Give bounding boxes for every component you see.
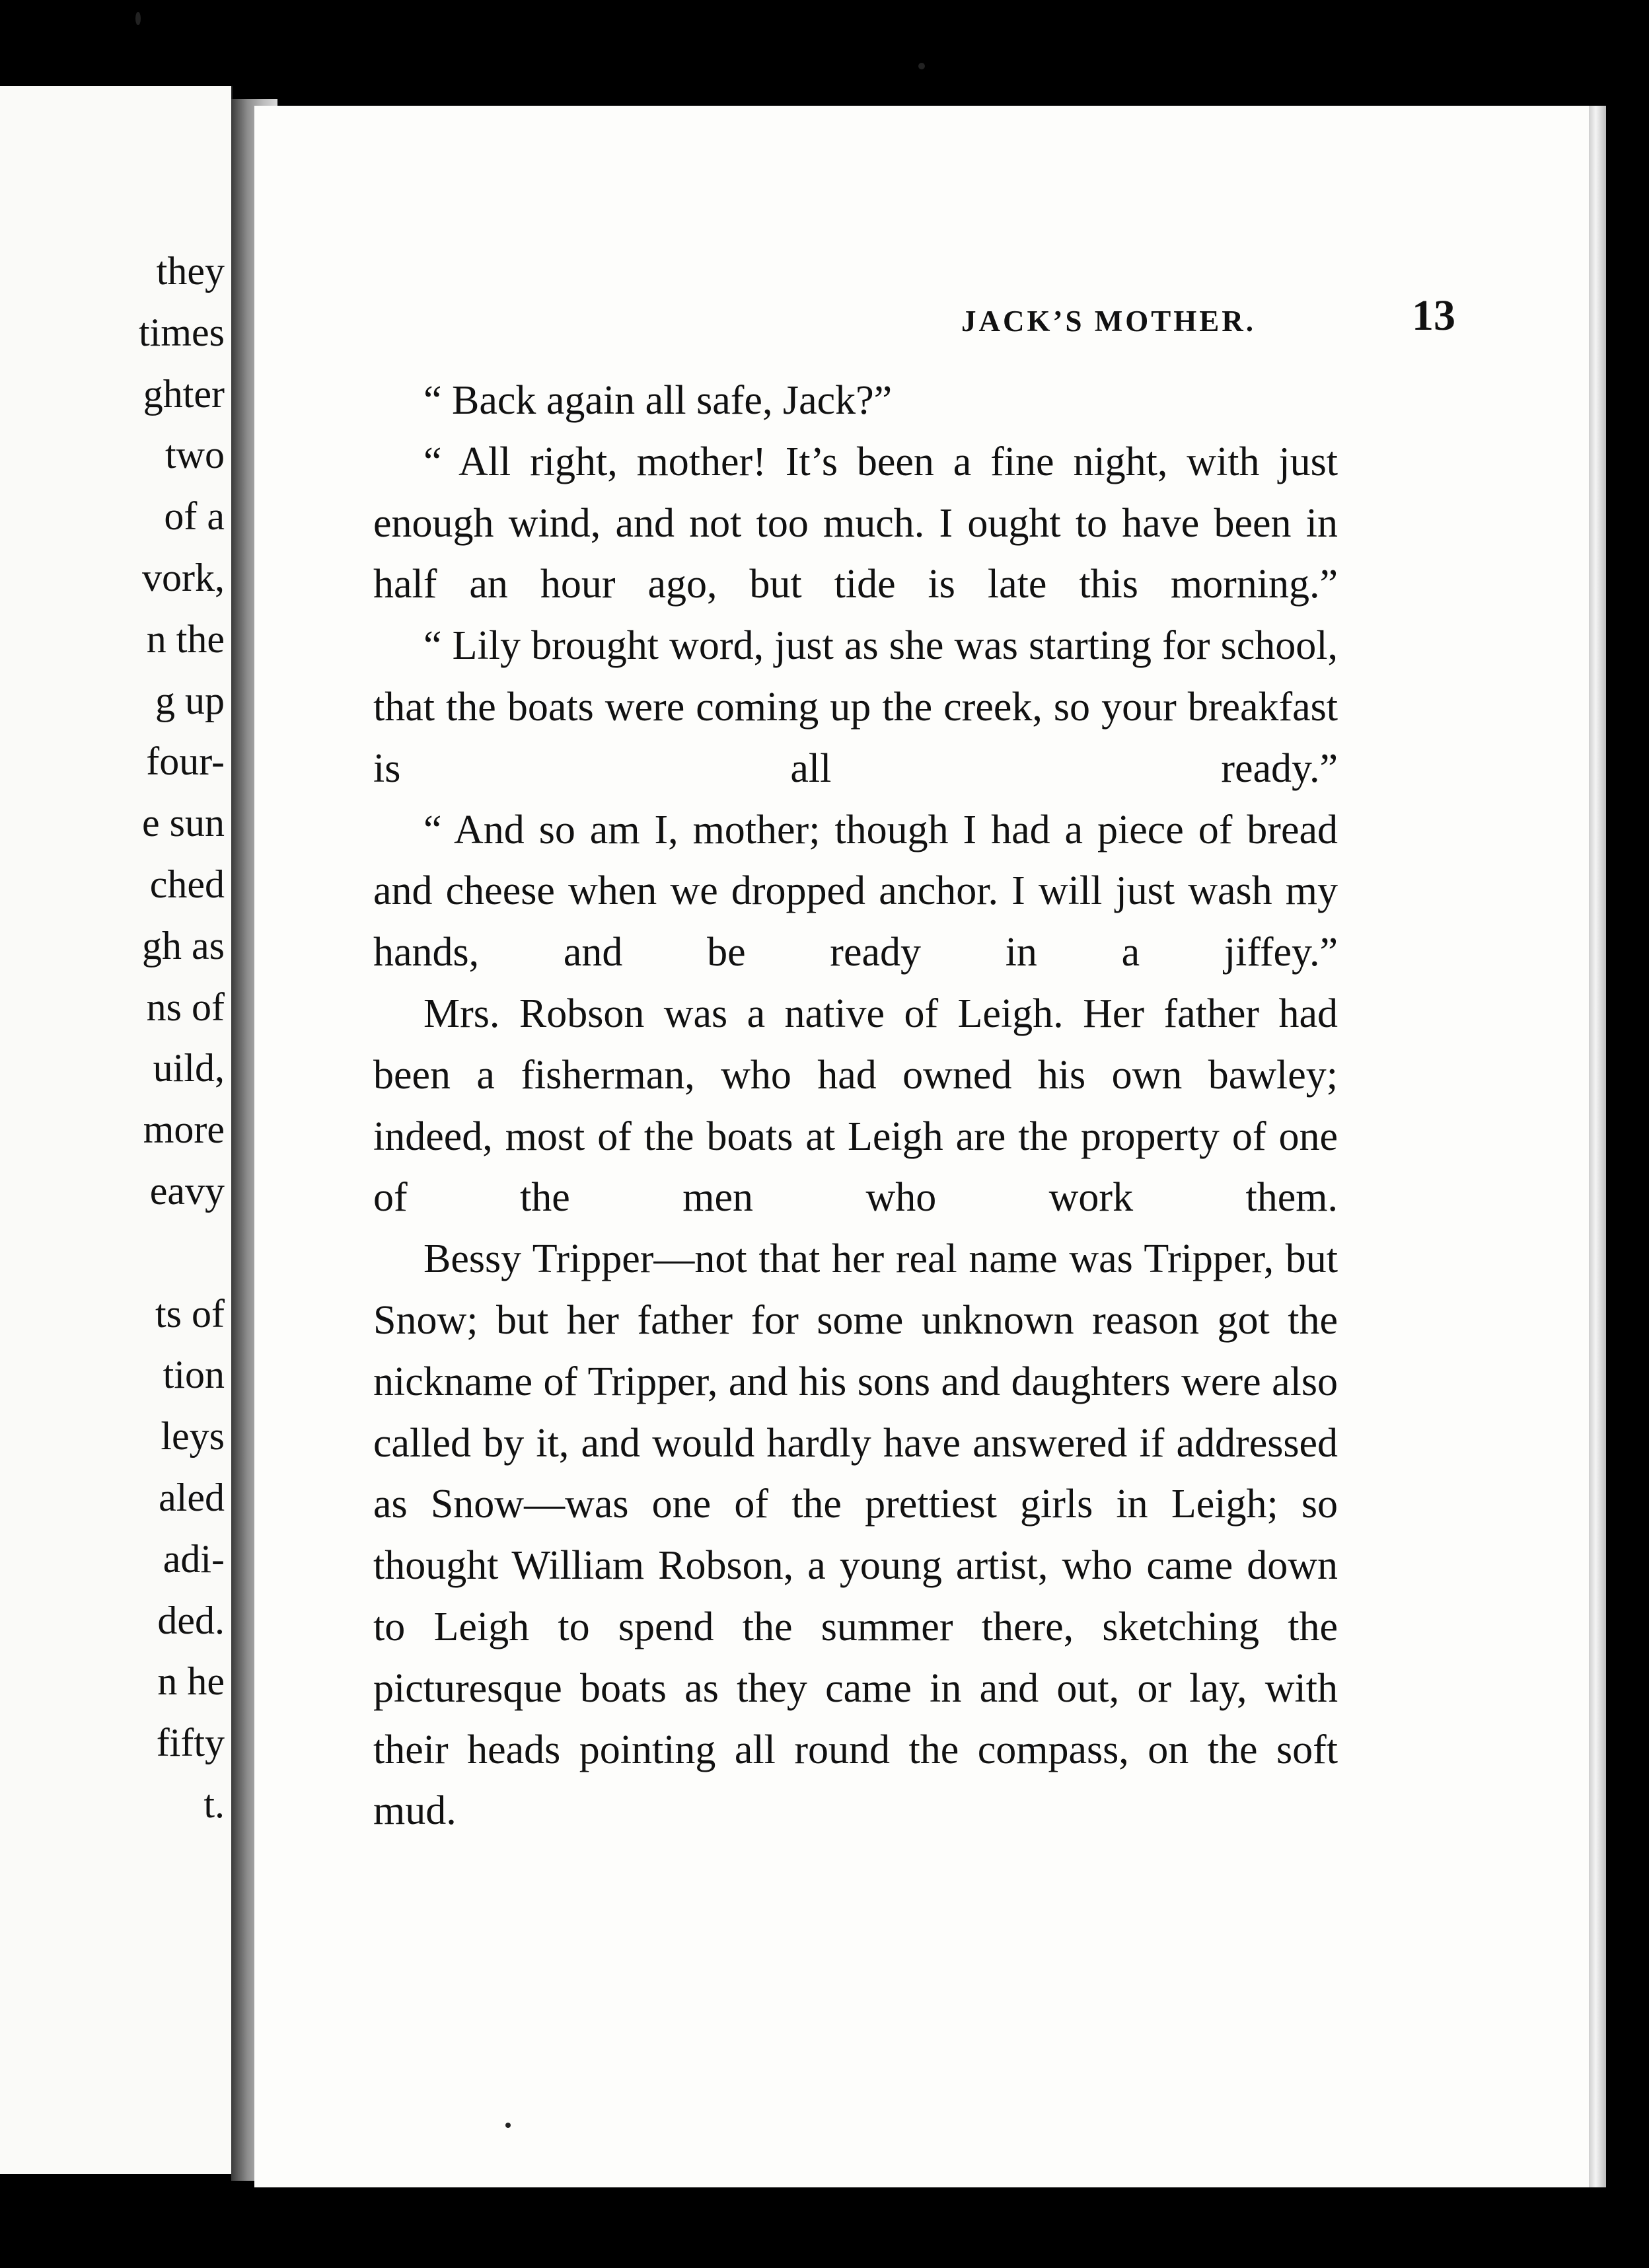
left-page-line-fragment: aled xyxy=(159,1476,225,1519)
paragraph: “ All right, mother! It’s been a fine night, with just enough wind, and not too much. I ought to have been in half an hour ago, but tide is late this morning.” xyxy=(373,439,1338,607)
left-page-line-fragment: more xyxy=(143,1108,225,1152)
left-page-line-fragment: n he xyxy=(157,1659,225,1704)
left-page-line-fragment: ched xyxy=(149,862,225,906)
left-page-line-fragment: of a xyxy=(164,494,225,539)
scan-speck xyxy=(505,2123,511,2128)
left-page-line-fragment: eavy xyxy=(149,1169,225,1213)
left-page-line-fragment: t. xyxy=(203,1782,225,1826)
paragraph: “ Back again all safe, Jack?” xyxy=(423,378,893,423)
left-page-line-fragment: g up xyxy=(155,678,225,722)
left-page-line-fragment: ns of xyxy=(146,985,225,1029)
right-page xyxy=(254,106,1589,2187)
left-page-line-fragment: ded. xyxy=(157,1598,225,1642)
left-page-line-fragment: vork, xyxy=(142,556,225,599)
left-page-line-fragment: e sun xyxy=(142,801,225,845)
page-number: 13 xyxy=(1412,291,1455,340)
left-page-line-fragment: n the xyxy=(146,617,225,661)
left-page-line-fragment: times xyxy=(139,310,225,354)
left-page-line-fragment: two xyxy=(165,433,225,477)
paragraph: Mrs. Robson was a native of Leigh. Her father had been a fisherman, who had owned his own bawley; indeed, most of the boats at Leigh are the property of one of the men who work them. xyxy=(373,991,1338,1221)
page-header xyxy=(373,285,1589,345)
left-page-line-fragment: uild, xyxy=(153,1046,225,1090)
left-page-line-fragment: fifty xyxy=(156,1721,225,1765)
left-page-line-fragment: tion xyxy=(163,1353,225,1397)
left-page-line-fragment: four- xyxy=(146,739,225,784)
left-page-line-fragment: adi- xyxy=(163,1536,225,1581)
left-page-line-fragment: ghter xyxy=(143,371,225,416)
scan-speck xyxy=(135,12,141,25)
paragraph: “ And so am I, mother; though I had a piece of bread and cheese when we dropped anchor. I will just wash my hands, and be ready in a jiffey.” xyxy=(373,807,1338,975)
paragraph: “ Lily brought word, just as she was starting for school, that the boats were coming up the creek, so your breakfast is all ready.” xyxy=(373,623,1338,791)
left-facing-page xyxy=(0,86,233,2174)
body-text xyxy=(373,370,1338,1842)
paragraph: Bessy Tripper—not that her real name was Tripper, but Snow; but her father for some unknown reason got the nickname of Tripper, and his sons and daughters were also called by it, and would hardly have answered if addressed as Snow—was one of the prettiest girls in Leigh; so thought William Robson, a young artist, who came down to Leigh to spend the summer there, sketching the picturesque boats as they came in and out, or lay, with their heads pointing all round the compass, on the soft mud. xyxy=(373,1236,1338,1834)
left-page-line-fragment: they xyxy=(156,249,225,293)
scan-speck xyxy=(918,63,925,69)
running-head: JACK’S MOTHER. xyxy=(961,305,1257,338)
left-page-line-fragment: leys xyxy=(161,1414,225,1458)
left-page-line-fragment: gh as xyxy=(142,923,225,967)
page-edge xyxy=(1589,106,1606,2187)
left-page-line-fragment: ts of xyxy=(155,1291,225,1336)
